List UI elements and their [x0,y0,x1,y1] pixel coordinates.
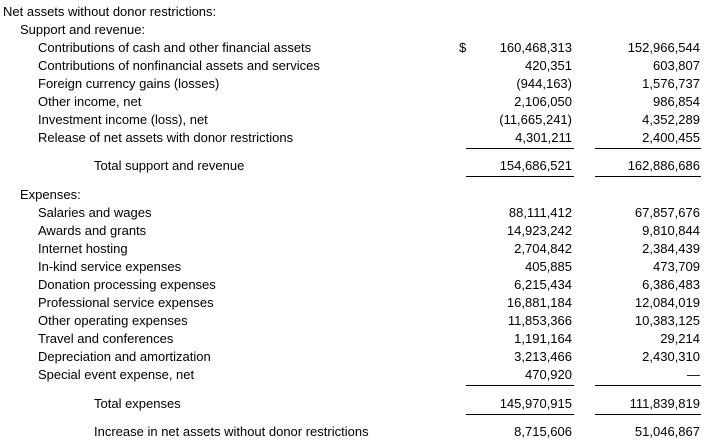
value-col2: 2,384,439 [642,241,700,256]
value-col2: 67,857,676 [634,205,700,220]
total-rule [595,414,701,415]
value-col2: 9,810,844 [642,223,700,238]
value-col2: 603,807 [653,58,700,73]
value-col1: 1,191,164 [514,331,572,346]
expenses-heading: Expenses: [20,187,81,202]
row-label: Release of net assets with donor restrictions [38,130,294,145]
currency-symbol: $ [459,40,467,55]
value-col2: 473,709 [653,259,700,274]
total-col1: 145,970,915 [499,396,572,411]
value-col2: 12,084,019 [634,295,700,310]
total-col1: 154,686,521 [499,158,572,173]
subtotal-rule [595,148,701,149]
total-col2: 162,886,686 [627,158,700,173]
row-label: Special event expense, net [38,367,195,382]
subtotal-rule [595,385,701,386]
total-rule [466,176,574,177]
row-label: Foreign currency gains (losses) [38,76,220,91]
row-label: Salaries and wages [38,205,152,220]
total-label: Total support and revenue [94,158,245,173]
value-col2: 986,854 [653,94,700,109]
value-col1: 2,106,050 [514,94,572,109]
row-label: Other operating expenses [38,313,188,328]
row-label: Travel and conferences [38,331,174,346]
value-col2: 6,386,483 [642,277,700,292]
subtotal-rule [466,148,574,149]
row-label: In-kind service expenses [38,259,182,274]
value-col2: 10,383,125 [634,313,700,328]
value-col1: 14,923,242 [506,223,572,238]
row-label: Contributions of nonfinancial assets and services [38,58,320,73]
value-col2: 4,352,289 [642,112,700,127]
value-col2: 29,214 [660,331,700,346]
value-col1: (11,665,241) [499,112,572,127]
value-col1: 420,351 [525,58,572,73]
value-col1: 88,111,412 [508,205,572,220]
section-title: Net assets without donor restrictions: [3,4,217,19]
row-label: Depreciation and amortization [38,349,211,364]
value-col1: 160,468,313 [499,40,572,55]
value-col1: 3,213,466 [514,349,572,364]
value-col2: 2,400,455 [642,130,700,145]
total-col2: 111,839,819 [629,396,700,411]
value-col1: (944,163) [516,76,572,91]
row-label: Awards and grants [38,223,147,238]
net-increase-col2: 51,046,867 [634,424,700,439]
value-col1: 405,885 [525,259,572,274]
total-rule [595,176,701,177]
row-label: Other income, net [38,94,142,109]
row-label: Investment income (loss), net [38,112,208,127]
net-increase-label: Increase in net assets without donor restrictions [94,424,369,439]
row-label: Professional service expenses [38,295,214,310]
row-label: Internet hosting [38,241,128,256]
value-col2: 1,576,737 [642,76,700,91]
value-col1: 16,881,184 [506,295,572,310]
total-label: Total expenses [94,396,181,411]
value-col2: — [687,367,700,382]
net-increase-col1: 8,715,606 [514,424,572,439]
row-label: Donation processing expenses [38,277,216,292]
value-col1: 11,853,366 [507,313,572,328]
subtotal-rule [466,385,574,386]
value-col2: 2,430,310 [642,349,700,364]
value-col1: 4,301,211 [515,130,572,145]
value-col1: 470,920 [525,367,572,382]
value-col2: 152,966,544 [627,40,700,55]
value-col1: 2,704,842 [514,241,572,256]
support-heading: Support and revenue: [20,22,146,37]
value-col1: 6,215,434 [514,277,572,292]
total-rule [466,414,574,415]
row-label: Contributions of cash and other financial assets [38,40,312,55]
